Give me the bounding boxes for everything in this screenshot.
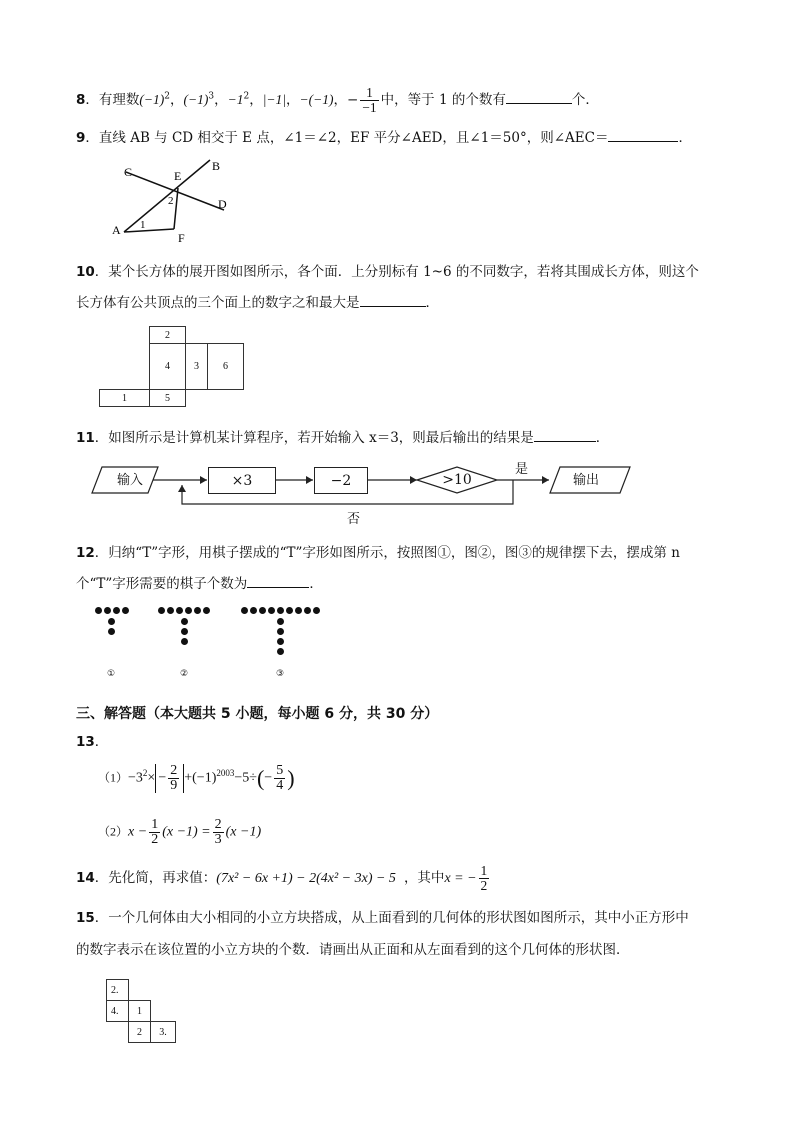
label-D: D (218, 197, 227, 211)
question-number: 10 (76, 264, 95, 280)
fraction: $\frac{1}{2}$ (480, 863, 488, 893)
question-15-line-2: 的数字表示在该位置的小立方块的个数．请画出从正面和从左面看到的这个几何体的形状图． (76, 942, 630, 958)
question-number: 13 (76, 734, 95, 750)
chess-piece (277, 607, 284, 614)
chess-piece (158, 607, 165, 614)
flow-yes-label: 是 (515, 462, 529, 477)
chess-piece (181, 638, 188, 645)
flow-input: 输入 (116, 473, 143, 488)
label-F: F (178, 231, 185, 244)
answer-blank[interactable] (247, 573, 309, 588)
fraction: $\frac{2}{3}$ (214, 817, 222, 847)
chess-piece (95, 607, 102, 614)
label-A: A (112, 223, 121, 237)
chess-piece (277, 648, 284, 655)
question-number: 8 (76, 92, 86, 108)
flow-subtract-box: −2 (314, 467, 368, 494)
chess-piece (104, 607, 111, 614)
question-12-line-1: 12．归纳“T”字形，用棋子摆成的“T”字形如图所示，按照图①，图②，图③的规律摆下去，摆成第 n (76, 545, 680, 561)
section-heading: 三、解答题（本大题共 5 小题，每小题 6 分，共 30 分） (76, 706, 439, 722)
chess-piece (167, 607, 174, 614)
label-angle-2: 2 (168, 195, 174, 207)
fraction: $\frac{1}{2}$ (151, 817, 159, 847)
question-14: 14．先化简，再求值：(7x² − 6x +1) − 2(4x² − 3x) − 5 ，其中x = − $\frac{1}{2}$ (76, 863, 488, 893)
net-face: 3 (185, 343, 208, 390)
chess-piece (313, 607, 320, 614)
net-face: 5 (149, 389, 186, 407)
chess-piece (203, 607, 210, 614)
grid-cell: 3. (150, 1021, 176, 1043)
question-13: 13． (76, 734, 109, 750)
fraction: $\frac{1}{-1}$ (362, 85, 377, 115)
figure-label: ① (107, 669, 116, 679)
question-number: 12 (76, 545, 95, 561)
chess-piece (181, 618, 188, 625)
chess-piece (181, 628, 188, 635)
chess-piece (268, 607, 275, 614)
chess-piece (185, 607, 192, 614)
grid-cell: 2 (128, 1021, 151, 1043)
q13-part-2: （2）x − $\frac{1}{2}$ (x −1) = $\frac{2}{3}$ (x −1) (98, 817, 262, 847)
net-face: 1 (99, 389, 150, 407)
label-angle-1: 1 (140, 219, 146, 231)
label-E: E (174, 169, 182, 183)
chess-piece (277, 628, 284, 635)
flow-no-label: 否 (347, 512, 361, 527)
chess-piece (286, 607, 293, 614)
question-10-line-2: 长方体有公共顶点的三个面上的数字之和最大是 ． (76, 291, 439, 311)
chess-piece (277, 618, 284, 625)
flow-output: 输出 (572, 473, 599, 488)
absolute-value: − $\frac{2}{9}$ (155, 764, 184, 793)
question-11: 11．如图所示是计算机某计算程序，若开始输入 x＝3，则最后输出的结果是 ． (76, 426, 609, 446)
question-number: 15 (76, 910, 95, 926)
figure-label: ③ (276, 669, 285, 679)
question-15-line-1: 15．一个几何体由大小相同的小立方块搭成，从上面看到的几何体的形状图如图所示，其中小正方形中 (76, 910, 689, 926)
question-number: 9 (76, 130, 86, 146)
q13-part-1: $(1)-3^2\times$ − $\frac{2}{9}$ $+(-1)^{2003}-5\div(-$ $\frac{5}{4}$ ) (98, 763, 295, 793)
chess-piece (295, 607, 302, 614)
question-10-line-1: 10．某个长方体的展开图如图所示，各个面．上分别标有 1~6 的不同数字，若将其围成长方体，则这个 (76, 264, 699, 280)
chess-piece (113, 607, 120, 614)
label-B: B (212, 159, 221, 173)
question-8: 8．有理数$(-1)^2$，$(-1)^3$，$-1^2$，|−1|，−(−1)，− $\frac{1}{-1}$ 中，等于 1 的个数有 个． (76, 85, 599, 115)
chess-piece (277, 638, 284, 645)
net-face: 2 (149, 326, 186, 344)
fraction: $\frac{2}{9}$ (170, 763, 178, 793)
label-C: C (124, 165, 133, 179)
question-9: 9．直线 AB 与 CD 相交于 E 点，∠1＝∠2，EF 平分∠AED，且∠1＝50°，则∠AEC＝ ． (76, 126, 692, 146)
grid-cell: 2. (106, 979, 129, 1001)
chess-piece (122, 607, 129, 614)
question-12-line-2: 个“T”字形需要的棋子个数为 ． (76, 572, 323, 592)
net-face: 4 (149, 343, 186, 390)
chess-piece (241, 607, 248, 614)
question-number: 14 (76, 870, 95, 886)
answer-blank[interactable] (608, 127, 678, 142)
chess-piece (250, 607, 257, 614)
fraction: $\frac{5}{4}$ (276, 763, 284, 793)
chess-piece (108, 628, 115, 635)
flow-condition: >10 (442, 472, 472, 488)
question-number: 11 (76, 430, 95, 446)
answer-blank[interactable] (506, 89, 572, 104)
flowchart-lines (90, 455, 730, 515)
chess-piece (259, 607, 266, 614)
flow-multiply-box: ×3 (208, 467, 276, 494)
grid-cell: 1 (128, 1000, 151, 1022)
chess-piece (176, 607, 183, 614)
answer-blank[interactable] (360, 292, 426, 307)
figure-label: ② (180, 669, 189, 679)
chess-piece (108, 618, 115, 625)
grid-cell: 4. (106, 1000, 129, 1022)
angle-figure (108, 154, 238, 244)
chess-piece (304, 607, 311, 614)
answer-blank[interactable] (534, 427, 596, 442)
chess-piece (194, 607, 201, 614)
net-face: 6 (207, 343, 244, 390)
